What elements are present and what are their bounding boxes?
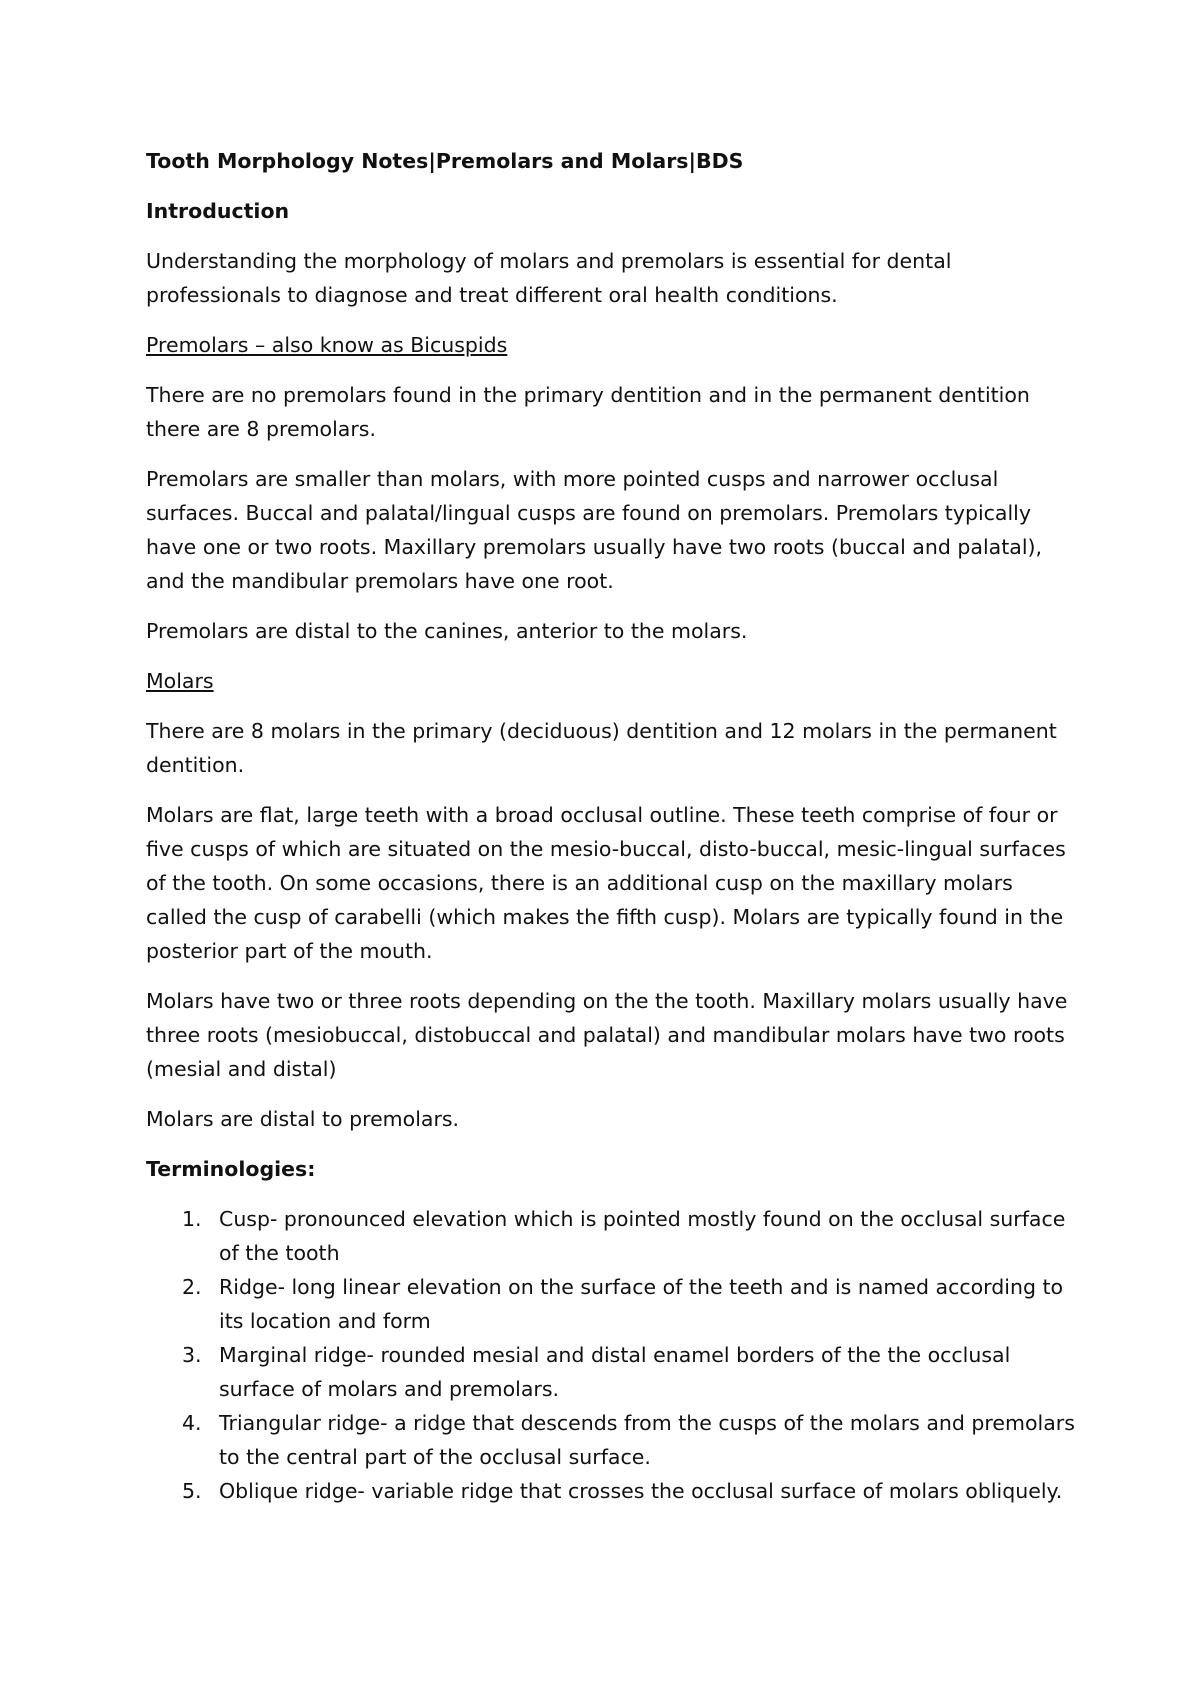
terminologies-heading: Terminologies: bbox=[146, 1157, 316, 1181]
list-item bbox=[146, 1474, 1076, 1508]
premolars-paragraph-count: There are no premolars found in the primary dentition and in the permanent dentition there are 8 premolars. bbox=[146, 383, 1030, 441]
list-item bbox=[146, 1270, 1076, 1338]
premolars-heading: Premolars – also know as Bicuspids bbox=[146, 333, 508, 357]
list-item-number: 4. bbox=[182, 1411, 202, 1435]
list-item-number: 2. bbox=[182, 1275, 202, 1299]
list-item-text: Ridge- long linear elevation on the surface of the teeth and is named according to its location and form bbox=[219, 1275, 1064, 1333]
molars-paragraph-description: Molars are flat, large teeth with a broad occlusal outline. These teeth comprise of four or five cusps of which are situated on the mesio-buccal, disto-buccal, mesic-lingual surfaces of the tooth. On some occasions, there is an additional cusp on the maxillary molars called the cusp of carabelli (which makes the fifth cusp). Molars are typically found in the posterior part of the mouth. bbox=[146, 803, 1066, 963]
list-item-text: Triangular ridge- a ridge that descends from the cusps of the molars and premolars to the central part of the occlusal surface. bbox=[219, 1411, 1075, 1469]
molars-heading: Molars bbox=[146, 669, 214, 693]
list-item-text: Cusp- pronounced elevation which is pointed mostly found on the occlusal surface of the tooth bbox=[219, 1207, 1066, 1265]
molars-paragraph-count: There are 8 molars in the primary (deciduous) dentition and 12 molars in the permanent dentition. bbox=[146, 719, 1057, 777]
molars-paragraph-position: Molars are distal to premolars. bbox=[146, 1107, 460, 1131]
terminologies-list bbox=[146, 1202, 1076, 1508]
premolars-paragraph-description: Premolars are smaller than molars, with more pointed cusps and narrower occlusal surfaces. Buccal and palatal/lingual cusps are found on premolars. Premolars typically have one or two roots. Maxillary premolars usually have two roots (buccal and palatal), and the mandibular premolars have one root. bbox=[146, 467, 1043, 593]
document-page bbox=[146, 144, 1076, 1508]
list-item bbox=[146, 1202, 1076, 1270]
list-item bbox=[146, 1338, 1076, 1406]
list-item-text: Marginal ridge- rounded mesial and distal enamel borders of the the occlusal surface of molars and premolars. bbox=[219, 1343, 1011, 1401]
list-item-number: 3. bbox=[182, 1343, 202, 1367]
document-title: Tooth Morphology Notes|Premolars and Molars|BDS bbox=[146, 149, 744, 173]
premolars-paragraph-position: Premolars are distal to the canines, anterior to the molars. bbox=[146, 619, 748, 643]
list-item-number: 1. bbox=[182, 1207, 202, 1231]
list-item bbox=[146, 1406, 1076, 1474]
list-item-text: Oblique ridge- variable ridge that crosses the occlusal surface of molars obliquely. bbox=[219, 1479, 1063, 1503]
introduction-heading: Introduction bbox=[146, 199, 290, 223]
list-item-number: 5. bbox=[182, 1479, 202, 1503]
molars-paragraph-roots: Molars have two or three roots depending on the the tooth. Maxillary molars usually have three roots (mesiobuccal, distobuccal and palatal) and mandibular molars have two roots (mesial and distal) bbox=[146, 989, 1068, 1081]
introduction-paragraph: Understanding the morphology of molars and premolars is essential for dental professionals to diagnose and treat different oral health conditions. bbox=[146, 249, 952, 307]
